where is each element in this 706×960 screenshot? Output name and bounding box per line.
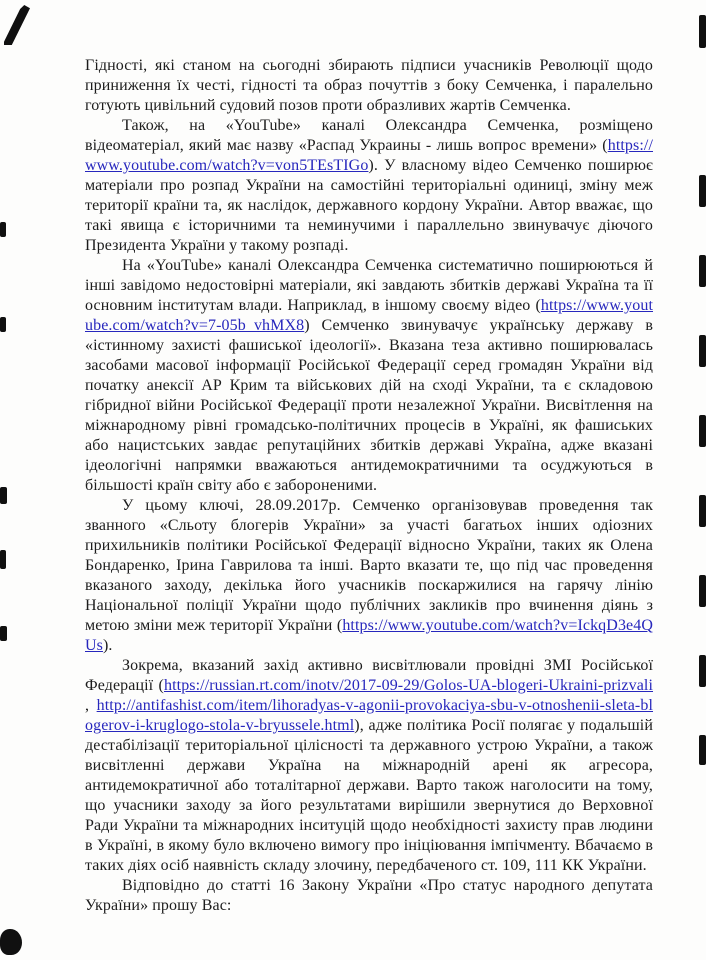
body-text: ). — [102, 637, 113, 654]
scan-artifact — [0, 550, 6, 569]
scan-artifact — [0, 222, 6, 237]
body-text: Також, на «YouTube» каналі Олександра Семченка, розміщено відеоматеріал, який має назву «Распад Украины - лишь вопрос времени» ( — [85, 117, 653, 154]
scan-artifact — [699, 495, 706, 527]
scan-artifact — [699, 735, 706, 765]
scan-artifact — [699, 655, 706, 687]
scan-artifact — [699, 175, 706, 207]
scan-artifact — [699, 15, 706, 48]
scan-artifact — [4, 5, 30, 45]
hyperlink[interactable]: https://www.youtube.com/watch?v=von5TEsTIGo — [85, 137, 653, 174]
body-text: , — [85, 697, 97, 714]
paragraph — [85, 256, 653, 496]
body-text: Відповідно до статті 16 Закону України «Про статус народного депутата України» прошу Вас: — [85, 877, 653, 914]
body-text: ) Семченко звинувачує українську державу в «істинному захисті фашиської ідеології». Вказана теза активно поширювалась засобами масової інформації Російської Федерації серед громадян України від початку анексії АР Крим та військових дій на сході України, та є складовою гібридної війни Російської Федерації проти незалежної України. Висвітлення на міжнародному рівні громадсько-політичних процесів в Україні, як фашиських або нацистських завдає репутаційних збитків державі Україна, адже вказані ідеологічні напрямки вважаються антидемократичними та осуджуються в більшості країн світу або є забороненими. — [85, 317, 653, 494]
body-text: У цьому ключі, 28.09.2017р. Семченко організовував проведення так званного «Сльоту блогерів України» за участі багатьох інших одіозних прихильників політики Російської Федерації відносно України, таких як Олена Бондаренко, Ірина Гаврилова та інші. Варто вказати те, що під час проведення вказаного заходу, декілька його учасників поскаржилися на гарячу лінію Національної поліції України щодо публічних закликів про вчинення діянь з метою зміни меж території України ( — [85, 497, 653, 634]
hyperlink[interactable]: https://www.youtube.com/watch?v=7-05b_vhMX8 — [85, 297, 653, 334]
hyperlink[interactable]: http://antifashist.com/item/lihoradyas-v-agonii-provokaciya-sbu-v-otnoshenii-sleta-blogerov-i-kruglogo-stola-v-bryussele.html — [85, 697, 653, 734]
body-text: ). У власному відео Семченко поширює матеріали про розпад України на самостійні територіальні одиниці, зміну меж території країни та, як наслідок, державного кордону України. Автор вважає, що такі явища є історичними та неминучими і параллельно звинувачує діючого Президента України у такому розпаді. — [85, 157, 653, 254]
body-text: Зокрема, вказаний захід активно висвітлювали провідні ЗМІ Російської Федерації ( — [85, 657, 653, 694]
body-text: На «YouTube» каналі Олександра Семченка систематично поширюються й інші завідомо недостовірні матеріали, які завдають збитків державі Україна та її основним інститутам влади. Наприклад, в іншому своєму відео ( — [85, 257, 653, 314]
scan-artifact — [0, 317, 6, 332]
hyperlink[interactable]: https://www.youtube.com/watch?v=IckqD3e4QUs — [85, 617, 653, 654]
body-text: Гідності, які станом на сьогодні збирають підписи учасників Революції щодо приниження їх честі, гідності та образ почуттів з боку Семченка, і паралельно готують цивільний судовий позов проти образливих жартів Семченка. — [85, 57, 653, 114]
scan-artifact — [699, 255, 706, 287]
scan-artifact — [0, 929, 22, 955]
paragraph — [85, 56, 653, 116]
scan-artifact — [699, 335, 706, 367]
hyperlink[interactable]: https://russian.rt.com/inotv/2017-09-29/Golos-UA-blogeri-Ukraini-prizvali — [164, 677, 653, 694]
paragraph — [85, 876, 653, 916]
scan-artifact — [0, 487, 7, 504]
paragraph — [85, 496, 653, 656]
scan-artifact — [699, 415, 706, 447]
scan-artifact — [0, 626, 7, 641]
document-body — [85, 56, 653, 916]
paragraph — [85, 656, 653, 876]
body-text: ), адже політика Росії полягає у подальшій дестабілізації територіальної цілісності та державного устрою України, а також висвітленні держави Україна на міжнародній арені як агресора, антидемократичної або тоталітарної держави. Варто також наголосити на тому, що учасники заходу за його результатами вирішили звернутися до Верховної Ради України та міжнародних інситуцій щодо необхідності захисту прав людини в Україні, в якому було включено вимогу про ініціювання імпічменту. Вбачаємо в таких діях осіб наявність складу злочину, передбаченого ст. 109, 111 КК України. — [85, 717, 653, 874]
scan-artifact — [699, 575, 706, 607]
paragraph — [85, 116, 653, 256]
